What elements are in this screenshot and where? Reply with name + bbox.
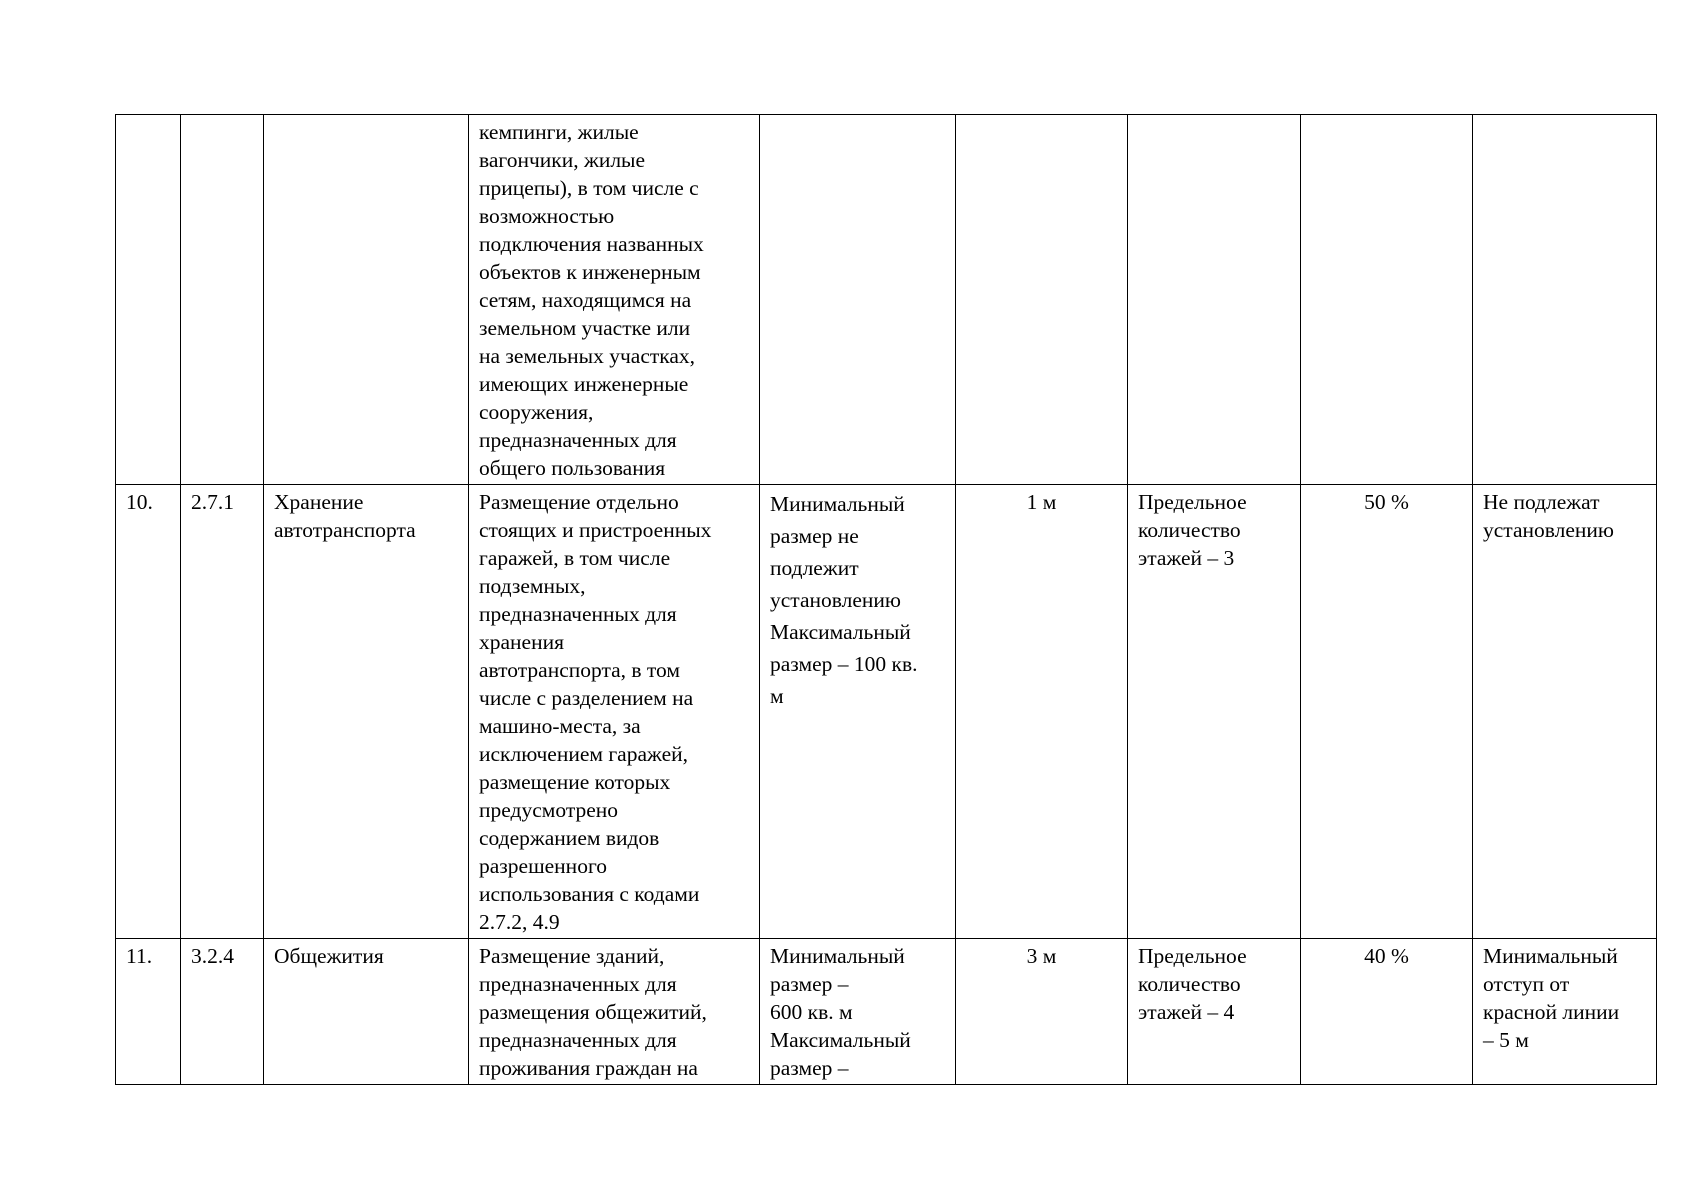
coverage-cell: 40 % bbox=[1301, 939, 1473, 1085]
table-row bbox=[116, 115, 1657, 485]
other-params-cell: Минимальный отступ от красной линии – 5 м bbox=[1473, 939, 1657, 1085]
setback-cell: 3 м bbox=[956, 939, 1128, 1085]
plot-size-cell: Минимальный размер не подлежит установлению Максимальный размер – 100 кв. м bbox=[760, 485, 956, 939]
setback-cell bbox=[956, 115, 1128, 485]
plot-size-cell: Минимальный размер – 600 кв. м Максимальный размер – bbox=[760, 939, 956, 1085]
floors-cell: Предельное количество этажей – 4 bbox=[1128, 939, 1301, 1085]
other-params-cell bbox=[1473, 115, 1657, 485]
row-number-cell bbox=[116, 115, 181, 485]
use-name-cell: Общежития bbox=[264, 939, 469, 1085]
code-cell: 3.2.4 bbox=[181, 939, 264, 1085]
coverage-cell bbox=[1301, 115, 1473, 485]
use-name-cell: Хранение автотранспорта bbox=[264, 485, 469, 939]
setback-cell: 1 м bbox=[956, 485, 1128, 939]
coverage-cell: 50 % bbox=[1301, 485, 1473, 939]
description-cell: Размещение зданий, предназначенных для размещения общежитий, предназначенных для проживания граждан на bbox=[469, 939, 760, 1085]
description-cell: Размещение отдельно стоящих и пристроенных гаражей, в том числе подземных, предназначенных для хранения автотранспорта, в том числе с разделением на машино-места, за исключением гаражей, размещение которых предусмотрено содержанием видов разрешенного использования с кодами 2.7.2, 4.9 bbox=[469, 485, 760, 939]
description-cell: кемпинги, жилые вагончики, жилые прицепы), в том числе с возможностью подключения названных объектов к инженерным сетям, находящимся на земельном участке или на земельных участках, имеющих инженерные сооружения, предназначенных для общего пользования bbox=[469, 115, 760, 485]
code-cell bbox=[181, 115, 264, 485]
use-name-cell bbox=[264, 115, 469, 485]
plot-size-cell bbox=[760, 115, 956, 485]
land-use-table bbox=[115, 114, 1657, 1085]
floors-cell: Предельное количество этажей – 3 bbox=[1128, 485, 1301, 939]
floors-cell bbox=[1128, 115, 1301, 485]
table-row bbox=[116, 485, 1657, 939]
row-number-cell: 11. bbox=[116, 939, 181, 1085]
row-number-cell: 10. bbox=[116, 485, 181, 939]
code-cell: 2.7.1 bbox=[181, 485, 264, 939]
other-params-cell: Не подлежат установлению bbox=[1473, 485, 1657, 939]
table-row bbox=[116, 939, 1657, 1085]
